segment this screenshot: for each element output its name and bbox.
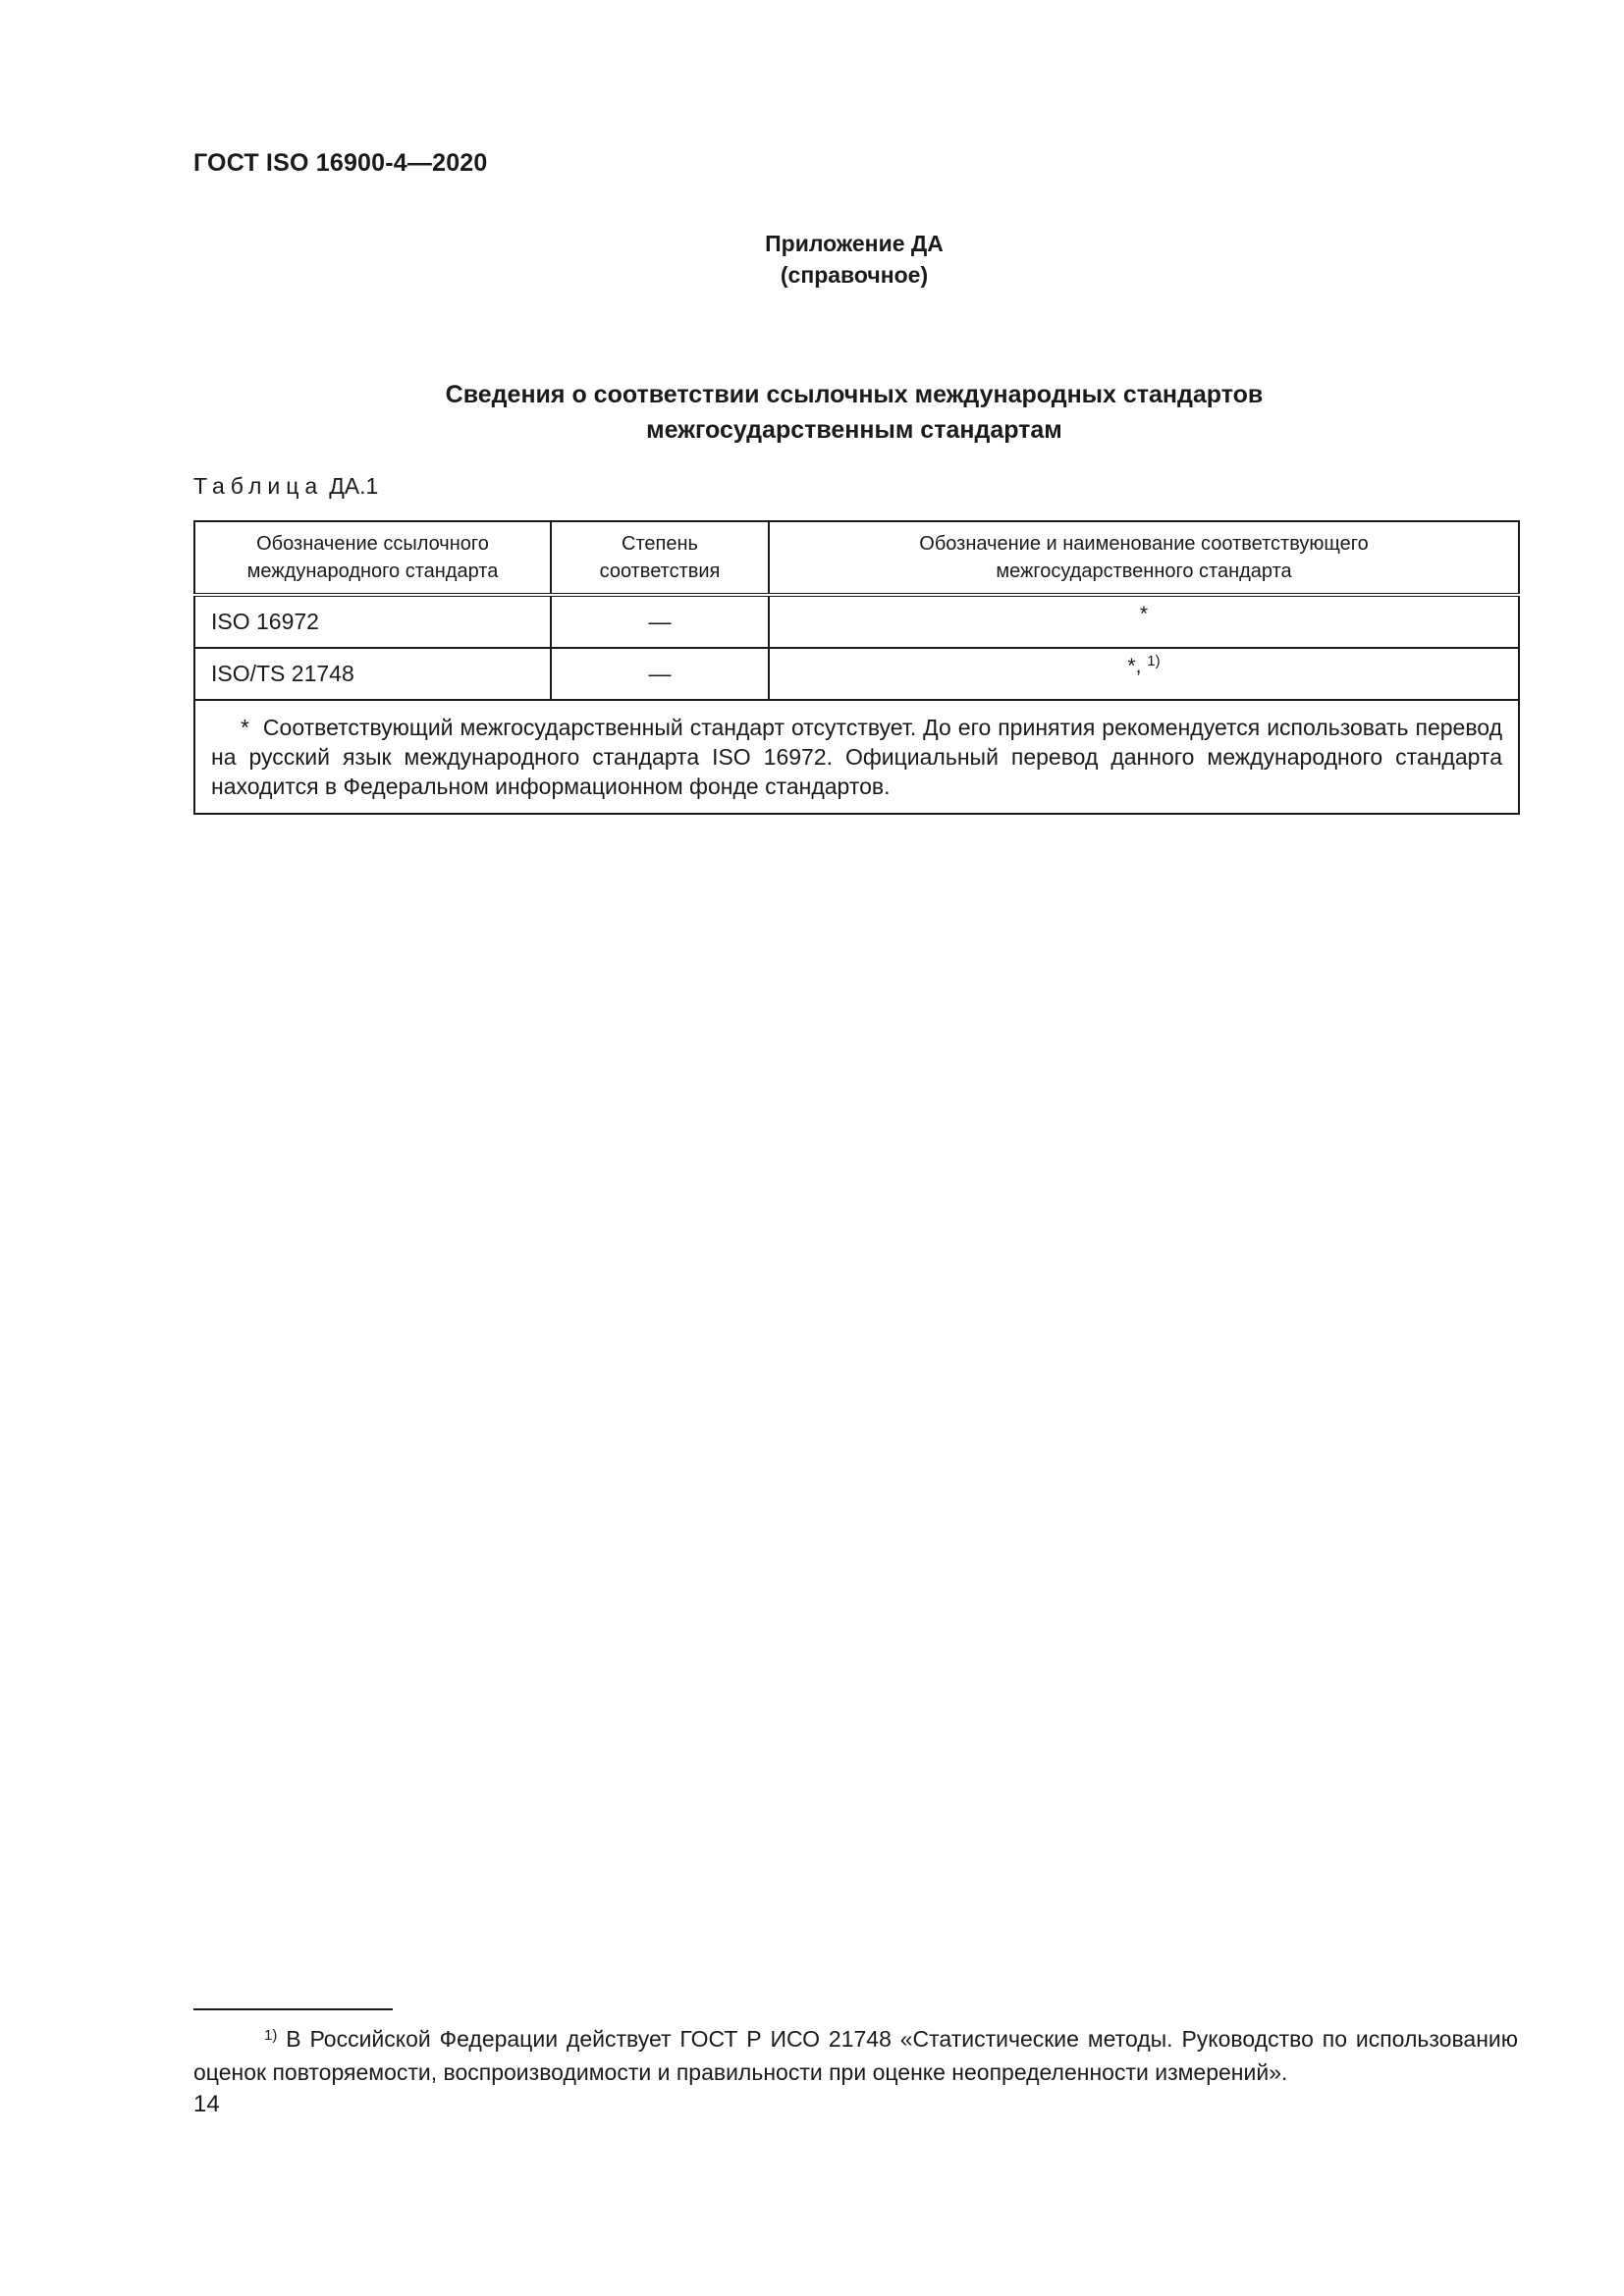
table-caption-word: Таблица — [193, 473, 324, 499]
correspondence-table — [193, 520, 1520, 815]
cell-standard: ISO/TS 21748 — [194, 648, 551, 700]
page-footnote — [193, 2022, 1518, 2089]
section-title-line1: Сведения о соответствии ссылочных международных стандартов — [445, 381, 1264, 408]
page-footnote-marker: 1) — [264, 2027, 278, 2044]
cell-mark: * — [1139, 603, 1149, 625]
table-footnote-row — [194, 700, 1519, 814]
header-interstate-standard: Обозначение и наименование соответствующего межгосударственного стандарта — [769, 521, 1519, 595]
cell-standard: ISO 16972 — [194, 595, 551, 648]
table-row — [194, 648, 1519, 700]
table-caption-number: ДА.1 — [329, 473, 379, 499]
table-header-row — [194, 521, 1519, 595]
appendix-title: Приложение ДА — [765, 231, 944, 256]
table-row — [194, 595, 1519, 648]
cell-degree: — — [551, 595, 769, 648]
table-caption — [193, 473, 378, 500]
cell-mark: *, — [1127, 655, 1142, 677]
cell-degree: — — [551, 648, 769, 700]
cell-interstate — [769, 648, 1519, 700]
page-footnote-text: В Российской Федерации действует ГОСТ Р ИСО 21748 «Статистические методы. Руководство по использованию оценок повторяемости, воспроизводимости и правильности при оценке неопределенности измерений». — [193, 2026, 1519, 2085]
header-degree: Степень соответствия — [551, 521, 769, 595]
appendix-heading — [0, 228, 1624, 291]
section-title — [0, 377, 1624, 448]
cell-interstate — [769, 595, 1519, 648]
page-number: 14 — [193, 2091, 220, 2117]
section-title-line2: межгосударственным стандартам — [646, 416, 1062, 444]
footnote-ref: 1) — [1147, 653, 1161, 669]
table-footnote — [194, 700, 1519, 814]
header-reference-standard: Обозначение ссылочного международного стандарта — [194, 521, 551, 595]
document-code: ГОСТ ISO 16900-4—2020 — [193, 149, 488, 177]
footnote-divider — [193, 2008, 393, 2010]
appendix-subtitle: (справочное) — [780, 262, 929, 288]
table-footnote-text: Соответствующий межгосударственный стандарт отсутствует. До его принятия рекомендуется использовать перевод на русский язык международного стандарта ISO 16972. Официальный перевод данного международного стандарта находится в Федеральном информационном фонде стандартов. — [211, 715, 1503, 799]
table-footnote-marker: * — [241, 715, 249, 740]
